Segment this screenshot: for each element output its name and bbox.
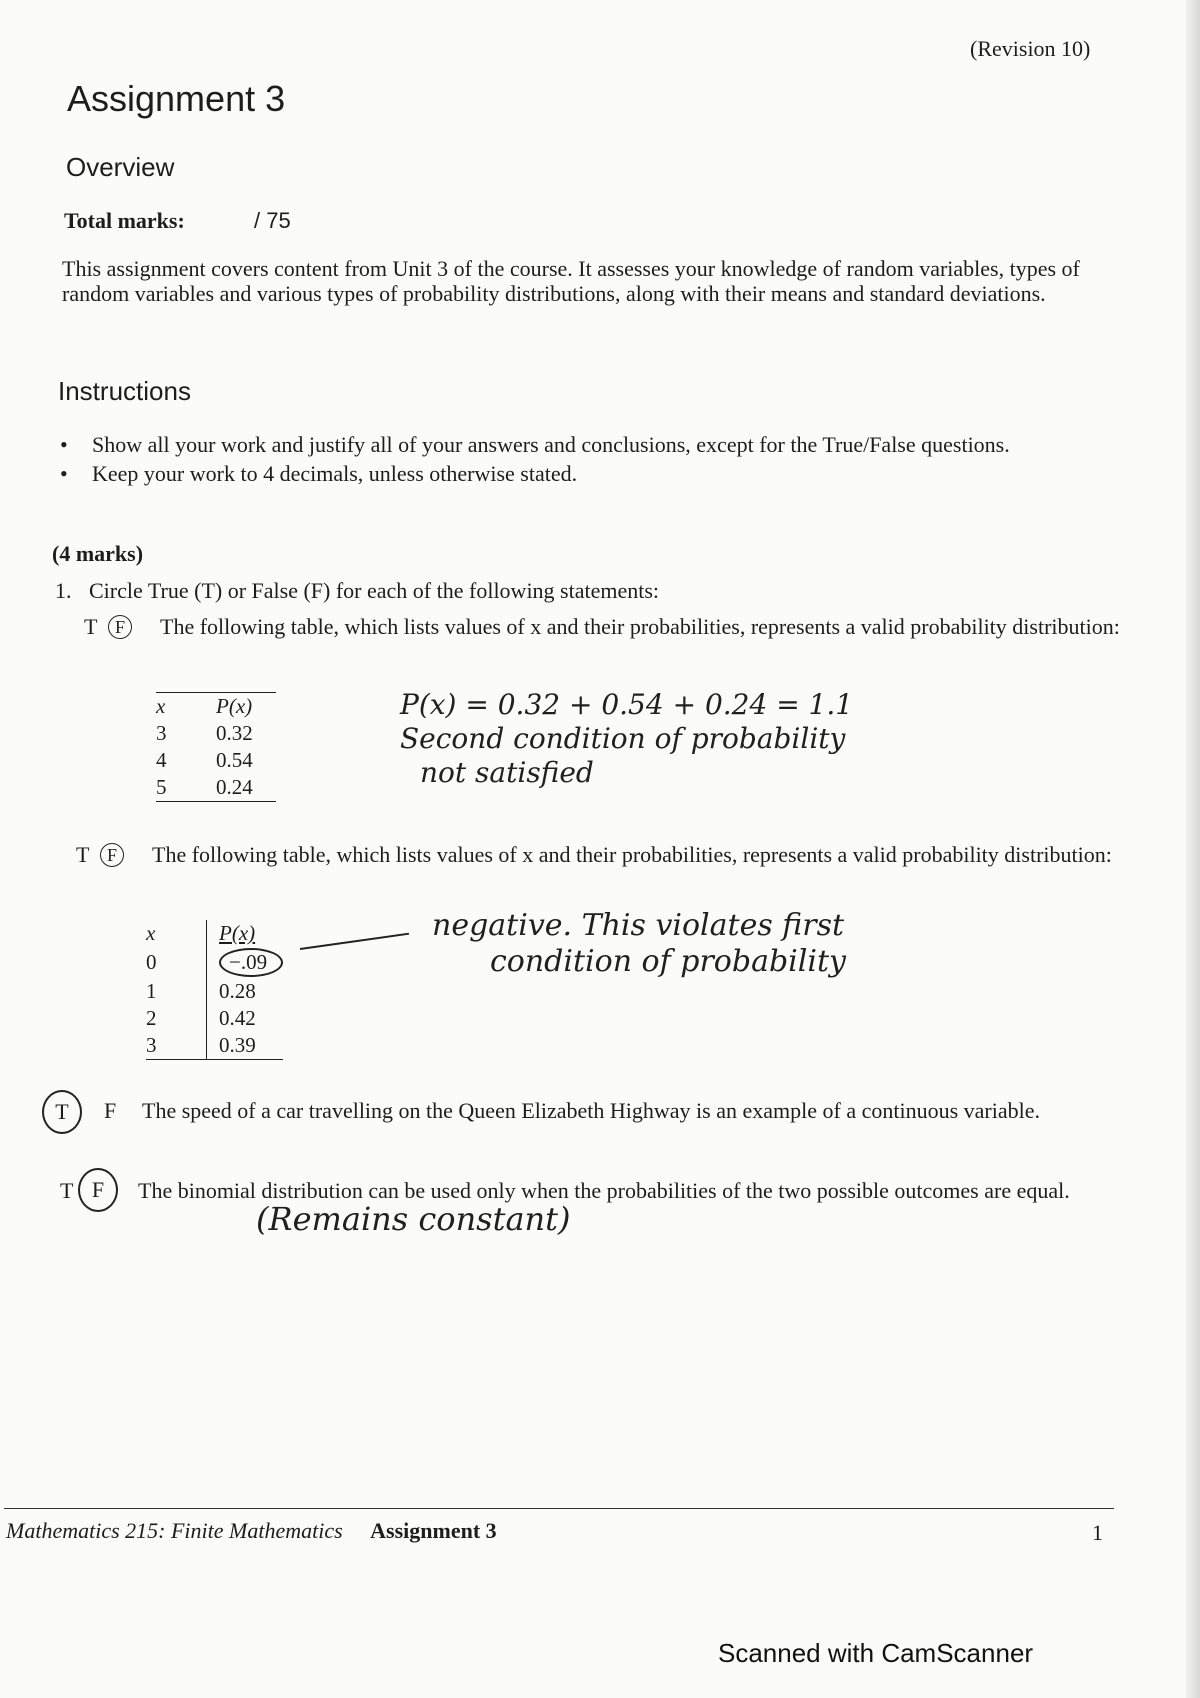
note-line: Second condition of probability bbox=[400, 722, 846, 755]
probability-table-2 bbox=[146, 920, 283, 1060]
col-x-header: x bbox=[156, 694, 166, 718]
page-title: Assignment 3 bbox=[67, 78, 286, 119]
cell-p: 0.32 bbox=[216, 721, 253, 745]
false-option-circled[interactable] bbox=[78, 1168, 118, 1212]
cell-p: 0.54 bbox=[216, 748, 253, 772]
overview-heading: Overview bbox=[66, 152, 175, 182]
cell-x: 2 bbox=[146, 1005, 207, 1032]
circle-mark-icon: F bbox=[100, 843, 124, 867]
table-row bbox=[156, 720, 276, 747]
statement-text: The binomial distribution can be used only when the probabilities of the two possible outcomes are equal. bbox=[138, 1178, 1070, 1203]
probability-table-1 bbox=[156, 692, 276, 802]
instruction-text: Show all your work and justify all of your answers and conclusions, except for the True/False questions. bbox=[92, 432, 1010, 457]
circle-mark-icon: F bbox=[108, 615, 132, 639]
scanner-watermark: Scanned with CamScanner bbox=[718, 1638, 1034, 1668]
cell-p: 0.39 bbox=[219, 1033, 256, 1057]
handwritten-note-4: (Remains constant) bbox=[256, 1200, 571, 1238]
cell-p: 0.24 bbox=[216, 775, 253, 799]
cell-x: 0 bbox=[146, 947, 207, 978]
cell-x: 3 bbox=[146, 1032, 207, 1060]
footer-course: Mathematics 215: Finite Mathematics bbox=[6, 1518, 343, 1543]
instruction-item bbox=[60, 432, 1100, 457]
circle-mark-icon: F bbox=[78, 1168, 118, 1212]
note-line: condition of probability bbox=[490, 944, 846, 979]
false-option-circled[interactable] bbox=[108, 613, 132, 639]
col-p-header: P(x) bbox=[216, 694, 253, 718]
statement-text: The following table, which lists values of x and their probabilities, represents a valid probability distribution: bbox=[152, 842, 1112, 867]
arrow-line bbox=[300, 933, 409, 950]
question-number: 1. bbox=[55, 578, 72, 603]
marks-label: (4 marks) bbox=[52, 541, 144, 566]
table-header-row bbox=[146, 920, 283, 947]
statement-text: The following table, which lists values of x and their probabilities, represents a valid probability distribution: bbox=[160, 614, 1120, 639]
footer-assignment: Assignment 3 bbox=[370, 1518, 497, 1543]
total-marks-label: Total marks: bbox=[64, 208, 185, 233]
question-text: Circle True (T) or False (F) for each of the following statements: bbox=[89, 578, 660, 603]
footer-divider bbox=[4, 1508, 1114, 1509]
note-line: not satisfied bbox=[420, 756, 594, 789]
col-p-header: P(x) bbox=[219, 921, 256, 945]
total-marks bbox=[64, 208, 291, 234]
circled-negative-value: −.09 bbox=[219, 948, 283, 977]
false-option[interactable]: F bbox=[104, 1098, 117, 1123]
total-marks-value: / 75 bbox=[254, 208, 291, 233]
cell-p: 0.42 bbox=[219, 1006, 256, 1030]
false-option-circled[interactable] bbox=[100, 841, 124, 867]
table-row bbox=[146, 947, 283, 978]
table-row bbox=[156, 774, 276, 802]
instruction-item bbox=[60, 461, 1100, 486]
question-1-prompt bbox=[55, 578, 659, 604]
handwritten-note-2 bbox=[432, 908, 846, 980]
cell-x: 1 bbox=[146, 978, 207, 1005]
instructions-heading: Instructions bbox=[58, 376, 191, 406]
table-row bbox=[146, 1005, 283, 1032]
page-number: 1 bbox=[1092, 1520, 1103, 1545]
instruction-text: Keep your work to 4 decimals, unless otherwise stated. bbox=[92, 461, 578, 486]
cell-x: 3 bbox=[156, 721, 167, 745]
cell-p: 0.28 bbox=[219, 979, 256, 1003]
statement-text: The speed of a car travelling on the Queen Elizabeth Highway is an example of a continuous variable. bbox=[142, 1098, 1041, 1123]
table-row bbox=[146, 978, 283, 1005]
circle-mark-icon: T bbox=[42, 1090, 82, 1134]
true-option-circled[interactable] bbox=[42, 1090, 82, 1134]
page-edge-shadow bbox=[1186, 0, 1200, 1698]
revision-label: (Revision 10) bbox=[970, 36, 1091, 61]
intro-paragraph: This assignment covers content from Unit 3 of the course. It assesses your knowledge of random variables, types of random variables and various types of probability distributions, along with their means and standard deviations. bbox=[62, 256, 1080, 306]
cell-x: 5 bbox=[156, 775, 167, 799]
table-header-row bbox=[156, 693, 276, 721]
note-line: negative. This violates first bbox=[432, 908, 845, 943]
col-x-header: x bbox=[146, 920, 207, 947]
instructions-list bbox=[60, 432, 1100, 490]
true-option[interactable]: T bbox=[60, 1178, 74, 1203]
true-option[interactable]: T bbox=[76, 842, 90, 867]
cell-x: 4 bbox=[156, 748, 167, 772]
note-line: P(x) = 0.32 + 0.54 + 0.24 = 1.1 bbox=[400, 688, 854, 721]
bullet-icon: • bbox=[60, 432, 68, 457]
bullet-icon: • bbox=[60, 461, 68, 486]
true-option[interactable]: T bbox=[84, 614, 98, 639]
table-row bbox=[146, 1032, 283, 1060]
handwritten-note-1 bbox=[400, 688, 853, 790]
footer bbox=[6, 1518, 497, 1544]
table-row bbox=[156, 747, 276, 774]
